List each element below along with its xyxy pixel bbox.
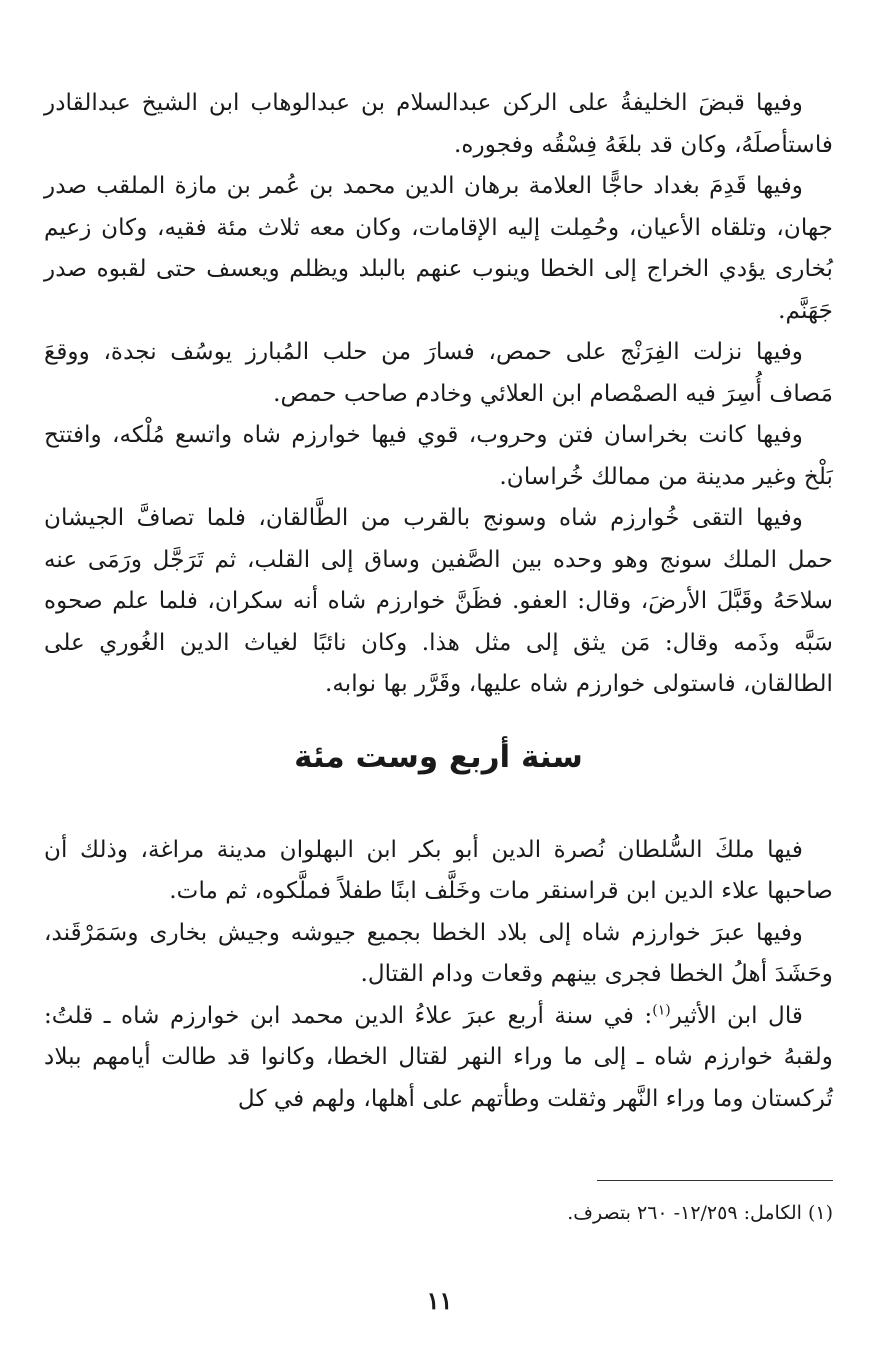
paragraph: وفيها قَدِمَ بغداد حاجًّا العلامة برهان الدين محمد بن عُمر بن مازة الملقب صدر جهان، وتلقاه الأعيان، وحُمِلت إليه الإقامات، وكان معه ثلاث مئة فقيه، وكان زعيم بُخارى يؤدي الخراج إلى الخطا وينوب عنهم بالبلد ويظلم ويعسف حتى لقبوه صدر جَهَنَّم.	[44, 172, 833, 324]
quote-lead: قال ابن الأثير	[670, 1001, 803, 1029]
paragraph: وفيها التقى خُوارزم شاه وسونج بالقرب من الطَّالقان، فلما تصافَّ الجيشان حمل الملك سونج وهو وحده بين الصَّفين وساق إلى القلب، ثم تَرَجَّل ورَمَى عنه سلاحَهُ وقَبَّلَ الأرضَ، وقال: العفو. فظَنَّ خوارزم شاه أنه سكران، فلما علم صحوه سَبَّه وذَمه وقال: مَن يثق إلى مثل هذا. وكان نائبًا لغياث الدين الغُوري على الطالقان، فاستولى خوارزم شاه عليها، وقَرَّر بها نوابه.	[44, 504, 833, 697]
section-heading: سنة أربع وست مئة	[294, 738, 583, 775]
quote-text: : في سنة أربع عبرَ علاءُ الدين محمد ابن خوارزم شاه ـ قلتُ: ولقبهُ خوارزم شاه ـ إلى ما وراء النهر لقتال الخطا، وكانوا قد طالت أيامهم ببلاد تُركستان وما وراء النَّهر وثقلت وطأتهم على أهلها، ولهم في كل	[44, 1001, 833, 1112]
paragraph: وفيها عبرَ خوارزم شاه إلى بلاد الخطا بجميع جيوشه وجيش بخارى وسَمَرْقَند، وحَشَدَ أهلُ الخطا فجرى بينهم وقعات ودام القتال.	[44, 918, 833, 987]
footnote: (١) الكامل: ١٢/٢٥٩- ٢٦٠ بتصرف.	[567, 1202, 833, 1224]
paragraph: وفيها كانت بخراسان فتن وحروب، قوي فيها خوارزم شاه واتسع مُلْكه، وافتتح بَلْخ وغير مدينة من ممالك خُراسان.	[44, 421, 833, 490]
quote-paragraph	[44, 995, 833, 1120]
footnote-divider	[597, 1180, 833, 1181]
main-text-before-heading	[44, 82, 833, 705]
main-text-after-heading	[44, 829, 833, 1120]
paragraph: وفيها نزلت الفِرَنْج على حمص، فسارَ من حلب المُبارز يوسُف نجدة، ووقعَ مَصاف أُسِرَ فيه الصمْصام ابن العلائي وخادم صاحب حمص.	[44, 338, 833, 407]
paragraph: وفيها قبضَ الخليفةُ على الركن عبدالسلام بن عبدالوهاب ابن الشيخ عبدالقادر فاستأصلَهُ، وكان قد بلغَهُ فِسْقُه وفجوره.	[44, 89, 833, 158]
paragraph: فيها ملكَ السُّلطان نُصرة الدين أبو بكر ابن البهلوان مدينة مراغة، وذلك أن صاحبها علاء الدين ابن قراسنقر مات وخَلَّف ابنًا طفلاً فملَّكوه، ثم مات.	[44, 835, 833, 904]
footnote-reference[interactable]: (١)	[652, 1001, 671, 1018]
page-number: ١١	[426, 1286, 453, 1315]
